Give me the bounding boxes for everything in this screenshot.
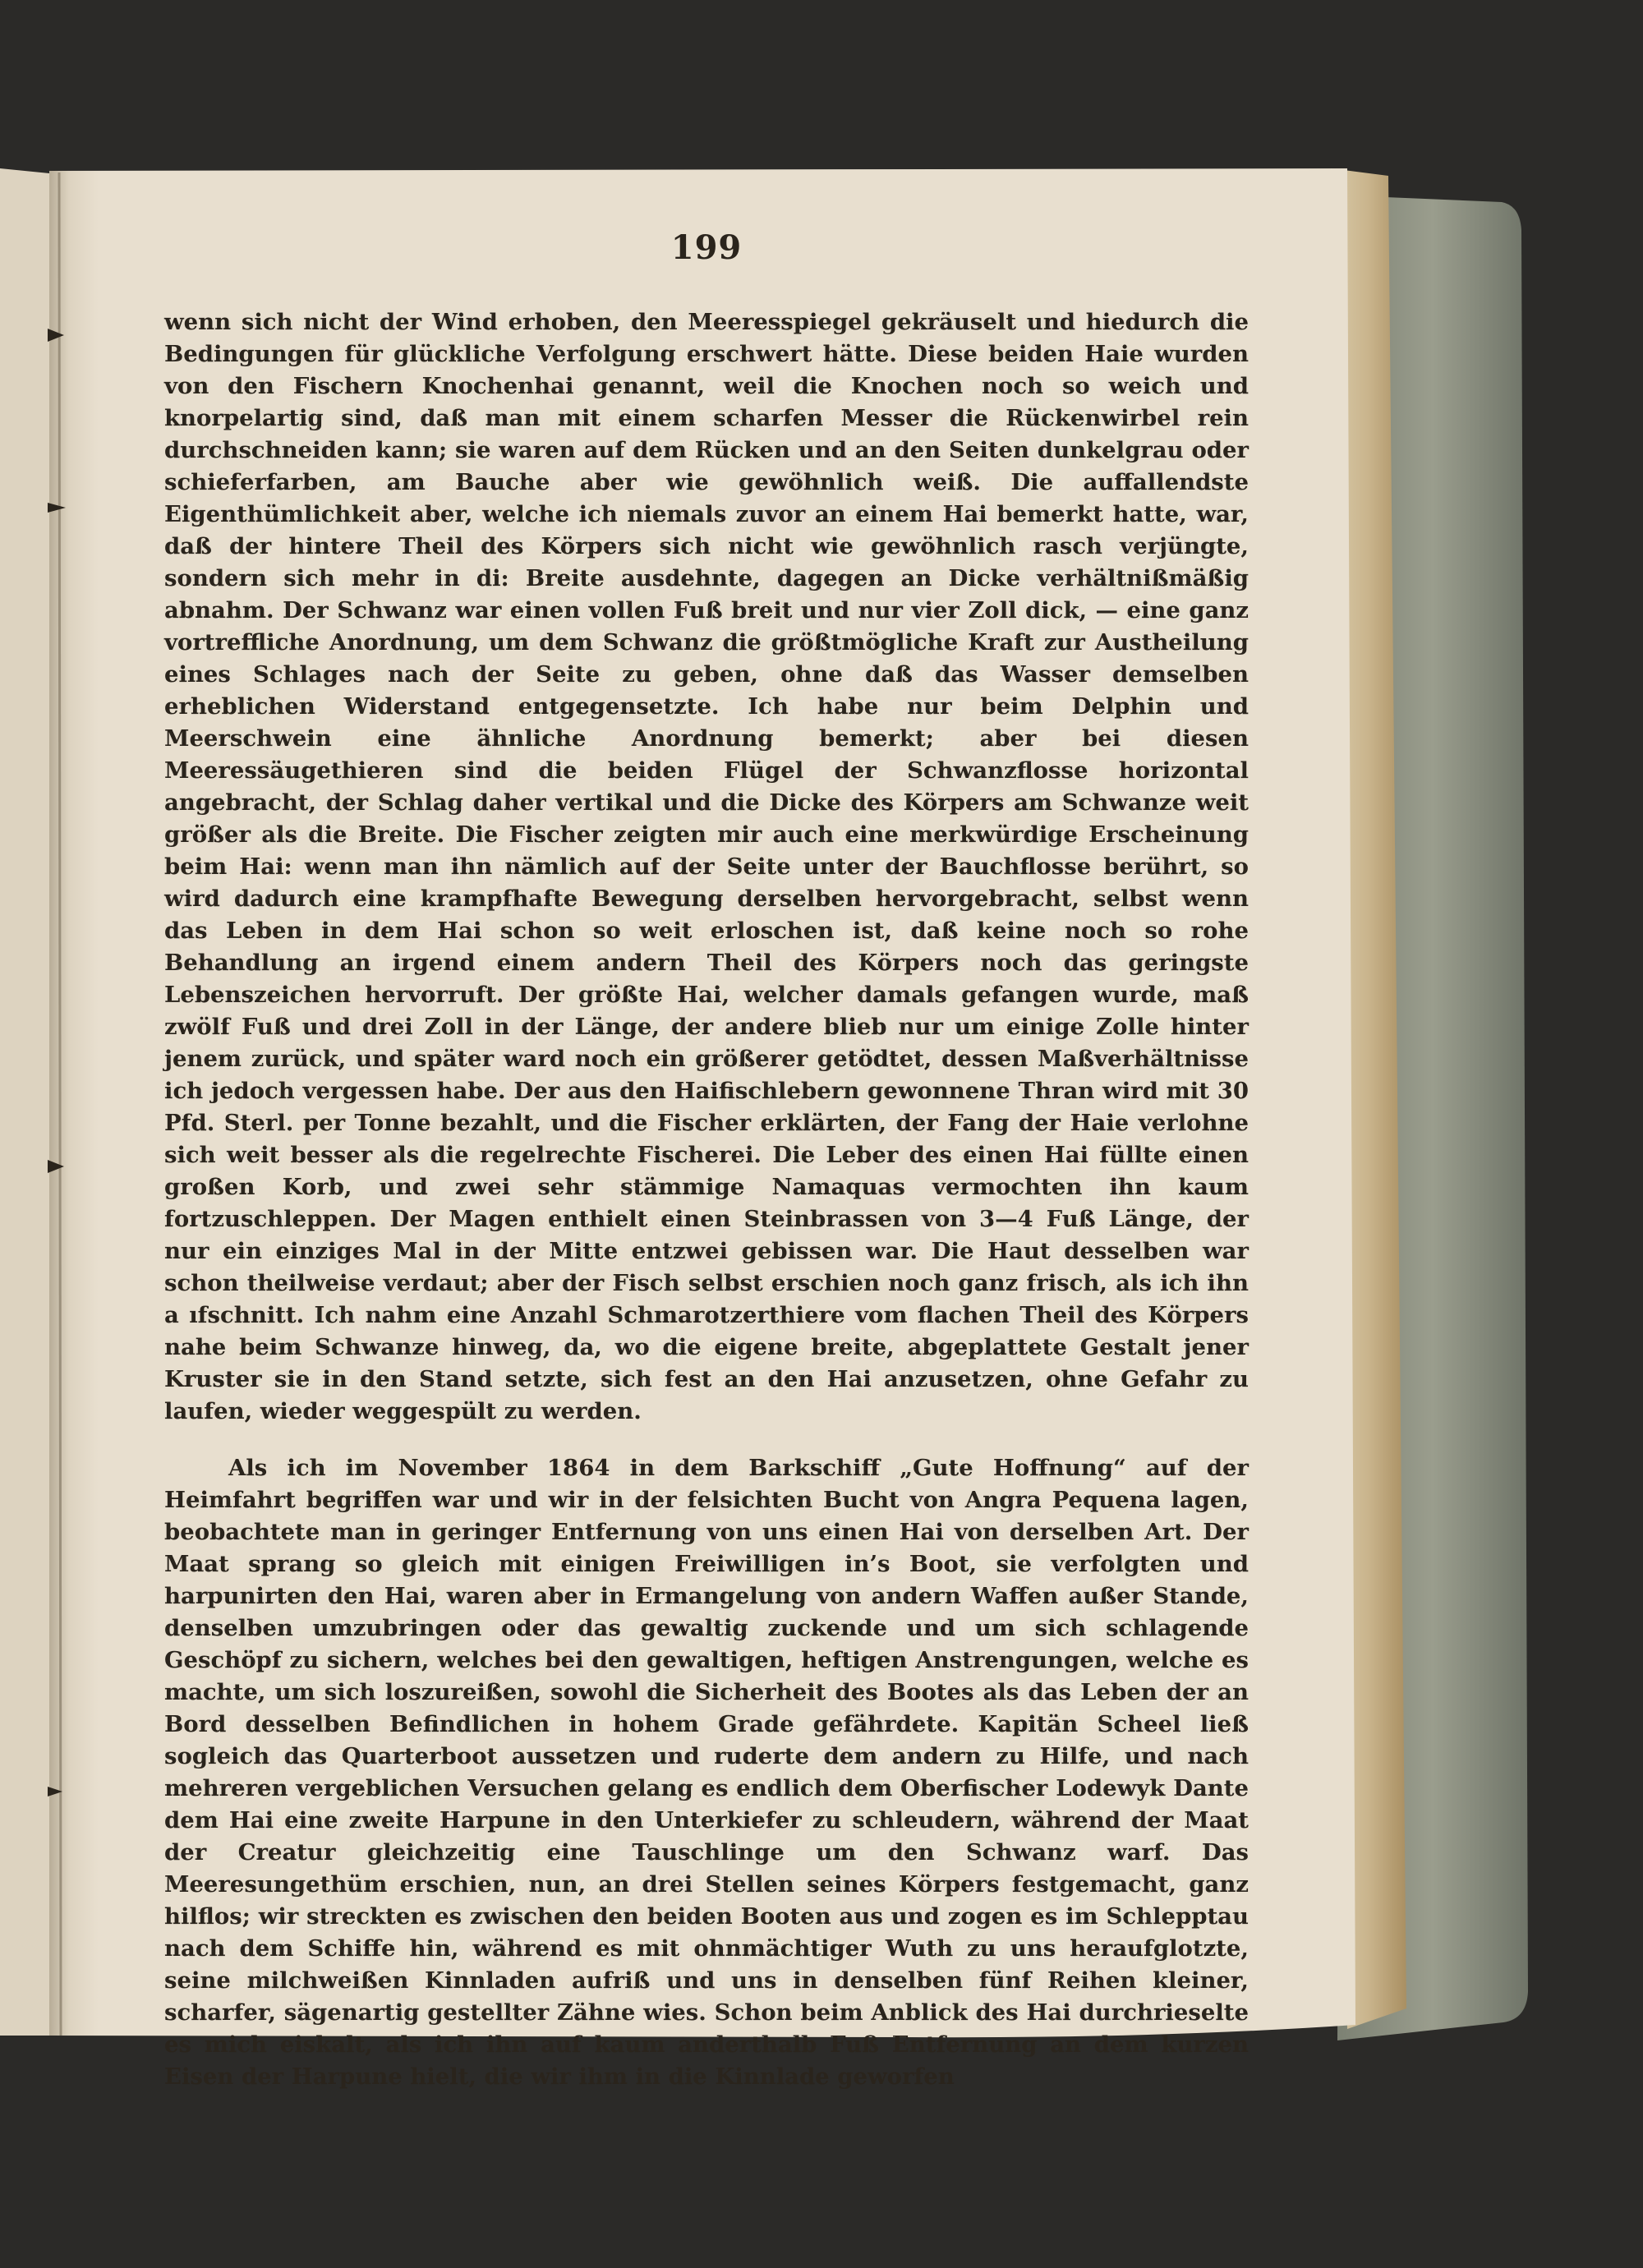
page-number: 199 (670, 228, 743, 267)
printed-page (164, 228, 1249, 2093)
paragraph-2: Als ich im November 1864 in dem Barkschiff „Gute Hoffnung“ auf der Heimfahrt begriffen war und wir in der felsichten Bucht von Angra Pequena lagen, beobachtete man in geringer Entfernung von uns einen Hai von derselben Art. Der Maat sprang so gleich mit einigen Freiwilligen in’s Boot, sie verfolgten und harpunirten den Hai, waren aber in Ermangelung von andern Waffen außer Stande, denselben umzubringen oder das gewaltig zuckende und um sich schlagende Geschöpf zu sichern, welches bei den gewaltigen, heftigen Anstrengungen, welche es machte, um sich loszureißen, sowohl die Sicherheit des Bootes als das Leben der an Bord desselben Befindlichen in hohem Grade gefährdete. Kapitän Scheel ließ sogleich das Quarterboot aussetzen und ruderte dem andern zu Hilfe, und nach mehreren vergeblichen Versuchen gelang es endlich dem Oberfischer Lodewyk Dante dem Hai eine zweite Harpune in den Unterkiefer zu schleudern, während der Maat der Creatur gleichzeitig eine Tauschlinge um den Schwanz warf. Das Meeresungethüm erschien, nun, an drei Stellen seines Körpers festgemacht, ganz hilflos; wir streckten es zwischen den beiden Booten aus und zogen es im Schlepptau nach dem Schiffe hin, während es mit ohnmächtiger Wuth zu uns heraufglotzte, seine milchweißen Kinnladen aufriß und uns in denselben fünf Reihen kleiner, scharfer, sägenartig gestellter Zähne wies. Schon beim Anblick des Hai durchrieselte es mich eiskalt, als ich ihn auf kaum anderthalb Fuß Entfernung an dem kurzen Eisen der Harpune hielt, die wir ihm in die Kinnlade geworfen (164, 1455, 1249, 2090)
gutter-line (59, 173, 61, 2036)
paragraph-1: wenn sich nicht der Wind erhoben, den Meeresspiegel gekräuselt und hiedurch die Bedingungen für glückliche Verfolgung erschwert hätte. Diese beiden Haie wurden von den Fischern Knochenhai genannt, weil die Knochen noch so weich und knorpelartig sind, daß man mit einem scharfen Messer die Rückenwirbel rein durchschneiden kann; sie waren auf dem Rücken und an den Seiten dunkelgrau oder schieferfarben, am Bauche aber wie gewöhnlich weiß. Die auffallendste Eigenthümlichkeit aber, welche ich niemals zuvor an einem Hai bemerkt hatte, war, daß der hintere Theil des Körpers sich nicht wie gewöhnlich rasch verjüngte, sondern sich mehr in di: Breite ausdehnte, dagegen an Dicke verhältnißmäßig abnahm. Der Schwanz war einen vollen Fuß breit und nur vier Zoll dick, — eine ganz vortreffliche Anordnung, um dem Schwanz die größtmögliche Kraft zur Austheilung eines Schlages nach der Seite zu geben, ohne daß das Wasser demselben erheblichen Widerstand entgegensetzte. Ich habe nur beim Delphin und Meerschwein eine ähnliche Anordnung bemerkt; aber bei diesen Meeressäugethieren sind die beiden Flügel der Schwanzflosse horizontal angebracht, der Schlag daher vertikal und die Dicke des Körpers am Schwanze weit größer als die Breite. Die Fischer zeigten mir auch eine merkwürdige Erscheinung beim Hai: wenn man ihn nämlich auf der Seite unter der Bauchflosse berührt, so wird dadurch eine krampfhafte Bewegung derselben hervorgebracht, selbst wenn das Leben in dem Hai schon so weit erloschen ist, daß keine noch so rohe Behandlung an irgend einem andern Theil des Körpers noch das geringste Lebenszeichen hervorruft. Der größte Hai, welcher damals gefangen wurde, maß zwölf Fuß und drei Zoll in der Länge, der andere blieb nur um einige Zolle hinter jenem zurück, und später ward noch ein größerer getödtet, dessen Maßverhältnisse ich jedoch vergessen habe. Der aus den Haifischlebern gewonnene Thran wird mit 30 Pfd. Sterl. per Tonne bezahlt, und die Fischer erklärten, der Fang der Haie verlohne sich weit besser als die regelrechte Fischerei. Die Leber des einen Hai füllte einen großen Korb, und zwei sehr stämmige Namaquas vermochten ihn kaum fortzuschleppen. Der Magen enthielt einen Steinbrassen von 3—4 Fuß Länge, der nur ein einziges Mal in der Mitte entzwei gebissen war. Die Haut desselben war schon theilweise verdaut; aber der Fisch selbst erschien noch ganz frisch, als ich ihn a ıfschnitt. Ich nahm eine Anzahl Schmarotzerthiere vom flachen Theil des Körpers nahe beim Schwanze hinweg, da, wo die eigene breite, abgeplattete Gestalt jener Kruster sie in den Stand setzte, sich fest an den Hai anzusetzen, ohne Gefahr zu laufen, wieder weggespült zu werden. (164, 309, 1249, 1424)
gutter-shadow (49, 171, 99, 2036)
